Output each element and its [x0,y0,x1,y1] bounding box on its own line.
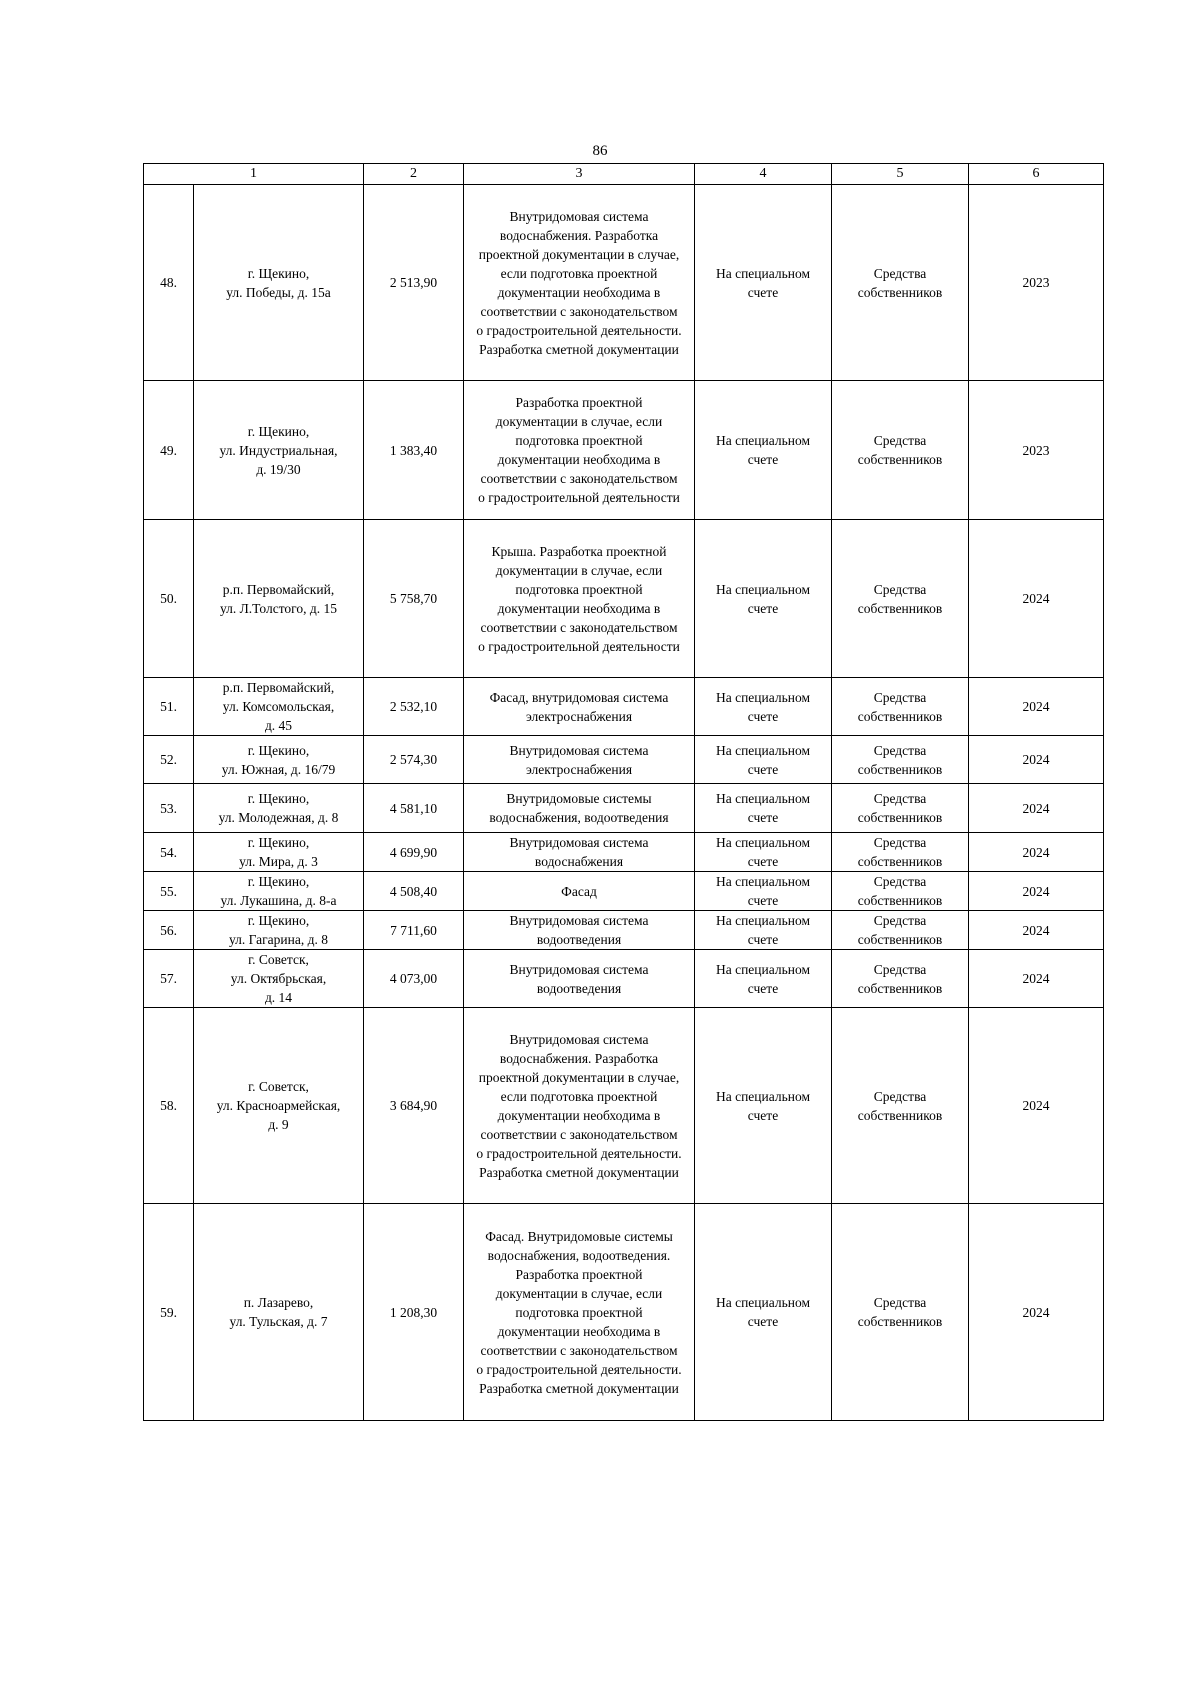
address-cell-line: р.п. Первомайский, [222,581,335,597]
work-description-cell-line: водоотведения [536,980,622,996]
account-cell-line: счете [747,980,779,996]
year-cell: 2024 [969,784,1104,833]
account-cell [695,911,832,950]
year-cell: 2023 [969,185,1104,381]
work-description-cell-line: водоснабжения, водоотведения. [487,1247,671,1263]
account-cell [695,185,832,381]
work-description-cell-line: документации необходима в [497,1107,661,1123]
funding-source-cell-line: Средства [873,742,927,758]
address-cell-line: г. Щекино, [247,791,310,806]
account-cell-line: На специальном [715,1088,811,1104]
work-description-cell-line: водоснабжения. Разработка [499,227,659,243]
work-description-cell-line: электроснабжения [525,708,633,724]
year-cell: 2024 [969,872,1104,911]
area-cell: 1 208,30 [364,1204,464,1421]
address-cell-line: г. Щекино, [247,265,310,281]
account-cell-line: На специальном [715,874,811,889]
funding-source-cell-line: Средства [873,791,927,806]
address-cell-line: ул. Индустриальная, [219,442,338,458]
funding-source-cell-line: собственников [857,932,943,947]
funding-source-cell-line: Средства [873,1295,927,1310]
account-cell [695,678,832,736]
funding-source-cell-line: собственников [857,1314,943,1329]
header-cell: 4 [695,164,832,185]
row-number-cell: 48. [144,185,194,381]
row-number-cell: 51. [144,678,194,736]
address-cell-line: ул. Лукашина, д. 8-а [220,893,337,908]
area-cell: 1 383,40 [364,381,464,520]
work-description-cell-line: Внутридомовая система [509,1031,649,1047]
funding-source-cell-line: Средства [873,913,927,928]
account-cell-line: На специальном [715,581,811,597]
address-cell-line: г. Щекино, [247,835,310,850]
table-row [144,185,1104,381]
account-cell [695,1204,832,1421]
address-cell [194,185,364,381]
funding-source-cell-line: Средства [873,433,927,448]
funding-source-cell-line: Средства [873,265,927,281]
address-cell-line: ул. Тульская, д. 7 [229,1314,328,1329]
work-description-cell [464,1008,695,1204]
address-cell-line: г. Советск, [248,1079,309,1094]
area-cell: 4 699,90 [364,833,464,872]
row-number-cell: 52. [144,736,194,784]
account-cell-line: На специальном [715,689,811,705]
account-cell-line: счете [747,893,779,908]
account-cell [695,950,832,1008]
work-description-cell [464,678,695,736]
page-number: 86 [592,143,608,159]
address-cell [194,911,364,950]
header-cell: 5 [832,164,969,185]
funding-source-cell [832,1008,969,1204]
table-row [144,784,1104,833]
funding-source-cell-line: Средства [873,1088,927,1104]
address-cell-line: ул. Красноармейская, [216,1098,341,1113]
work-description-cell-line: соответствии с законодательством [480,619,678,635]
funding-source-cell-line: собственников [857,854,943,869]
account-cell-line: На специальном [715,835,811,850]
funding-source-cell-line: собственников [857,761,943,777]
table-row [144,1204,1104,1421]
account-cell-line: На специальном [715,961,811,977]
table-row [144,736,1104,784]
account-cell-line: счете [747,600,779,616]
address-cell-line: г. Щекино, [247,913,310,928]
address-cell-line: д. 45 [264,718,293,733]
funding-source-cell-line: собственников [857,452,943,467]
work-description-cell-line: Внутридомовая система [509,961,649,977]
account-cell [695,833,832,872]
header-cell: 1 [144,164,364,185]
account-cell [695,736,832,784]
header-cell: 3 [464,164,695,185]
work-description-cell [464,784,695,833]
funding-source-cell-line: Средства [873,874,927,889]
year-cell: 2024 [969,736,1104,784]
address-cell-line: г. Щекино, [247,742,310,758]
account-cell-line: счете [747,854,779,869]
address-cell [194,736,364,784]
funding-source-cell-line: собственников [857,284,943,300]
address-cell-line: г. Щекино, [247,874,310,889]
work-description-cell-line: Разработка проектной [515,395,643,410]
address-cell [194,1008,364,1204]
account-cell [695,381,832,520]
table-row [144,833,1104,872]
account-cell-line: счете [747,452,779,467]
address-cell-line: д. 19/30 [256,461,301,477]
work-description-cell [464,1204,695,1421]
funding-source-cell [832,784,969,833]
work-description-cell-line: Внутридомовая система [509,835,649,850]
header-cell: 6 [969,164,1104,185]
year-cell: 2024 [969,950,1104,1008]
row-number-cell: 53. [144,784,194,833]
account-cell-line: На специальном [715,913,811,928]
funding-source-cell-line: Средства [873,581,927,597]
funding-source-cell-line: Средства [873,689,927,705]
work-description-cell-line: Внутридомовая система [509,913,649,928]
year-cell: 2024 [969,833,1104,872]
table-row [144,1008,1104,1204]
address-cell-line: ул. Победы, д. 15а [226,284,331,300]
funding-source-cell-line: Средства [873,835,927,850]
funding-source-cell-line: собственников [857,1107,943,1123]
work-description-cell-line: документации необходима в [497,284,661,300]
address-cell [194,784,364,833]
account-cell-line: счете [747,1107,779,1123]
address-cell [194,833,364,872]
work-description-cell-line: Разработка сметной документации [479,1380,679,1396]
work-description-cell-line: соответствии с законодательством [480,1342,678,1358]
table-row [144,872,1104,911]
work-description-cell-line: документации в случае, если [495,414,663,429]
address-cell-line: ул. Комсомольская, [222,699,335,714]
funding-source-cell [832,872,969,911]
row-number-cell: 50. [144,520,194,678]
funding-source-cell-line: собственников [857,810,943,825]
account-cell-line: На специальном [715,1295,811,1310]
funding-source-cell [832,736,969,784]
work-description-cell-line: Фасад [561,883,597,899]
row-number-cell: 59. [144,1204,194,1421]
work-description-cell [464,185,695,381]
area-cell: 2 513,90 [364,185,464,381]
funding-source-cell [832,520,969,678]
work-description-cell-line: Внутридомовая система [509,742,649,758]
work-description-cell-line: водоотведения [536,932,622,947]
work-description-cell-line: Разработка сметной документации [479,1164,679,1180]
work-description-cell-line: Фасад. Внутридомовые системы [485,1228,673,1244]
area-cell: 4 581,10 [364,784,464,833]
account-cell [695,872,832,911]
header-row [144,164,1104,185]
work-description-cell-line: проектной документации в случае, [478,1069,680,1085]
address-cell-line: ул. Молодежная, д. 8 [218,810,339,825]
table-row [144,678,1104,736]
work-description-cell-line: документации необходима в [497,600,661,616]
program-table [143,163,1104,1421]
account-cell-line: На специальном [715,791,811,806]
work-description-cell-line: подготовка проектной [515,1304,643,1320]
area-cell: 2 532,10 [364,678,464,736]
year-cell: 2024 [969,520,1104,678]
work-description-cell-line: соответствии с законодательством [480,471,678,486]
table-row [144,381,1104,520]
work-description-cell-line: подготовка проектной [515,433,643,448]
address-cell-line: г. Советск, [248,952,309,967]
header-cell: 2 [364,164,464,185]
funding-source-cell [832,678,969,736]
row-number-cell: 56. [144,911,194,950]
work-description-cell-line: Внутридомовые системы [506,791,652,806]
address-cell [194,520,364,678]
funding-source-cell-line: собственников [857,980,943,996]
work-description-cell-line: о градостроительной деятельности. [476,322,682,338]
work-description-cell [464,736,695,784]
account-cell [695,784,832,833]
work-description-cell-line: документации необходима в [497,1323,661,1339]
address-cell [194,950,364,1008]
funding-source-cell [832,950,969,1008]
work-description-cell-line: о градостроительной деятельности [478,638,680,654]
funding-source-cell [832,833,969,872]
work-description-cell [464,911,695,950]
work-description-cell-line: подготовка проектной [515,581,643,597]
account-cell-line: счете [747,932,779,947]
work-description-cell-line: соответствии с законодательством [480,303,678,319]
address-cell-line: р.п. Первомайский, [222,680,335,695]
work-description-cell-line: Внутридомовая система [509,208,649,224]
area-cell: 7 711,60 [364,911,464,950]
work-description-cell [464,872,695,911]
funding-source-cell [832,185,969,381]
address-cell-line: ул. Октябрьская, [230,971,327,986]
address-cell [194,381,364,520]
work-description-cell-line: водоснабжения, водоотведения [489,810,669,825]
area-cell: 3 684,90 [364,1008,464,1204]
work-description-cell-line: Разработка сметной документации [479,341,679,357]
address-cell [194,678,364,736]
work-description-cell-line: электроснабжения [525,761,633,777]
row-number-cell: 57. [144,950,194,1008]
work-description-cell-line: документации необходима в [497,452,661,467]
year-cell: 2023 [969,381,1104,520]
funding-source-cell-line: собственников [857,600,943,616]
account-cell-line: счете [747,284,779,300]
account-cell-line: счете [747,810,779,825]
address-cell-line: ул. Л.Толстого, д. 15 [220,600,337,616]
area-cell: 2 574,30 [364,736,464,784]
table-row [144,520,1104,678]
address-cell-line: ул. Мира, д. 3 [239,854,318,869]
work-description-cell-line: документации в случае, если [495,1285,663,1301]
row-number-cell: 54. [144,833,194,872]
account-cell [695,520,832,678]
funding-source-cell-line: Средства [873,961,927,977]
area-cell: 4 073,00 [364,950,464,1008]
address-cell [194,1204,364,1421]
funding-source-cell [832,1204,969,1421]
account-cell-line: На специальном [715,265,811,281]
address-cell-line: ул. Гагарина, д. 8 [229,932,328,947]
funding-source-cell-line: собственников [857,708,943,724]
work-description-cell-line: соответствии с законодательством [480,1126,678,1142]
work-description-cell-line: документации в случае, если [495,562,663,578]
area-cell: 5 758,70 [364,520,464,678]
work-description-cell-line: водоснабжения. Разработка [499,1050,659,1066]
work-description-cell-line: проектной документации в случае, [478,246,680,262]
work-description-cell [464,833,695,872]
work-description-cell [464,520,695,678]
account-cell-line: На специальном [715,433,811,448]
work-description-cell-line: о градостроительной деятельности [478,490,680,505]
work-description-cell-line: Фасад, внутридомовая система [489,689,669,705]
address-cell-line: г. Щекино, [247,423,310,439]
account-cell-line: счете [747,761,779,777]
work-description-cell-line: если подготовка проектной [500,265,658,281]
address-cell-line: д. 14 [264,990,293,1005]
work-description-cell-line: Крыша. Разработка проектной [491,543,667,559]
work-description-cell [464,950,695,1008]
table-row [144,950,1104,1008]
funding-source-cell-line: собственников [857,893,943,908]
work-description-cell-line: о градостроительной деятельности. [476,1361,682,1377]
work-description-cell-line: Разработка проектной [515,1266,643,1282]
work-description-cell [464,381,695,520]
year-cell: 2024 [969,911,1104,950]
funding-source-cell [832,911,969,950]
table-row [144,911,1104,950]
work-description-cell-line: о градостроительной деятельности. [476,1145,682,1161]
year-cell: 2024 [969,678,1104,736]
account-cell-line: счете [747,1314,779,1329]
account-cell-line: На специальном [715,742,811,758]
account-cell [695,1008,832,1204]
funding-source-cell [832,381,969,520]
row-number-cell: 58. [144,1008,194,1204]
address-cell [194,872,364,911]
row-number-cell: 49. [144,381,194,520]
year-cell: 2024 [969,1204,1104,1421]
address-cell-line: д. 9 [268,1117,289,1132]
work-description-cell-line: если подготовка проектной [500,1088,658,1104]
address-cell-line: ул. Южная, д. 16/79 [221,761,336,777]
work-description-cell-line: водоснабжения [534,854,624,869]
year-cell: 2024 [969,1008,1104,1204]
row-number-cell: 55. [144,872,194,911]
address-cell-line: п. Лазарево, [243,1295,314,1310]
area-cell: 4 508,40 [364,872,464,911]
account-cell-line: счете [747,708,779,724]
